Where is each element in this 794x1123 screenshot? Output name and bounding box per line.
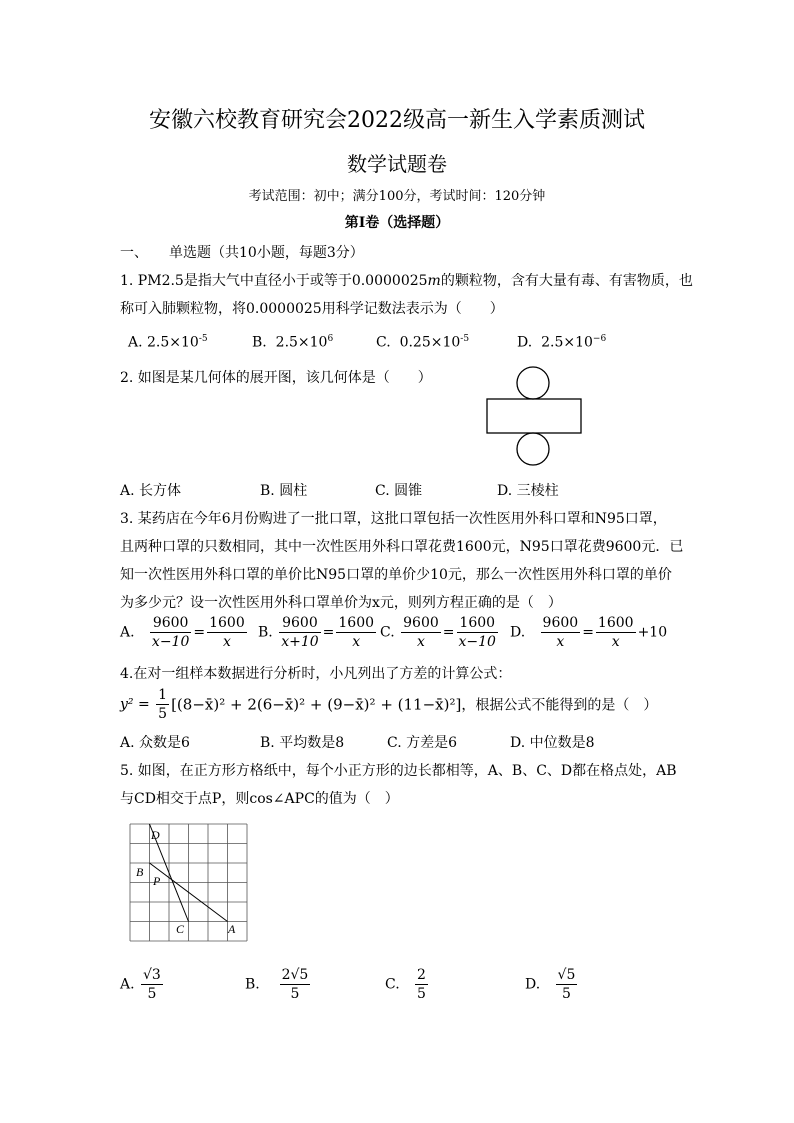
q2-option-d: D. 三棱柱 xyxy=(497,483,559,499)
q3-option-c: C. $\frac{9600}{x}$ = $\frac{1600}{x-10}$ xyxy=(380,615,496,650)
exam-info: 考试范围：初中；满分100分，考试时间：120分钟 xyxy=(248,189,546,204)
q5-option-b: B. $\frac{2√5}{5}$ xyxy=(245,967,309,1002)
q4-option-c: C. 方差是6 xyxy=(387,735,458,751)
q3-option-a: A. $\frac{9600}{x-10}$ = $\frac{1600}{x}$ xyxy=(120,615,245,650)
q3-line3: 知一次性医用外科口罩的单价比N95口罩的单价少10元，那么一次性医用外科口罩的单价 xyxy=(120,567,672,583)
volume-heading: 第Ⅰ卷（选择题） xyxy=(344,215,450,231)
q1-option-a: A. $2.5\times 10^{-5}$ xyxy=(128,334,208,351)
q5-option-d: D. $\frac{√5}{5}$ xyxy=(525,967,576,1002)
net-top-circle xyxy=(517,367,549,399)
q2-option-b: B. 圆柱 xyxy=(260,483,308,499)
q5-line2: 与CD相交于点P，则cos∠APC的值为（ ） xyxy=(120,791,399,807)
cylinder-net-figure xyxy=(480,363,590,473)
q4-formula: y² = $\frac{1}{5}$ [(8−x̄)² + 2(6−x̄)² + (9−x̄)² + (11−x̄)²]，根据公式不能得到的是（ ） xyxy=(120,687,658,722)
q1-option-d: D. $2.5\times 10^{-6}$ xyxy=(517,334,607,351)
q3-line2: 且两种口罩的只数相同，其中一次性医用外科口罩花费1600元，N95口罩花费9600元．已 xyxy=(120,539,684,555)
label-a: A xyxy=(228,922,236,936)
label-b: B xyxy=(136,865,144,879)
q3-line4: 为多少元？设一次性医用外科口罩单价为x元，则列方程正确的是（ ） xyxy=(120,595,562,611)
label-d: D xyxy=(151,828,160,842)
q4-option-d: D. 中位数是8 xyxy=(510,735,595,751)
exam-subtitle: 数学试题卷 xyxy=(347,152,447,176)
q1-line1: 1. PM2.5是指大气中直径小于或等于0.0000025m的颗粒物，含有大量有毒、有害物质，也 xyxy=(120,273,693,289)
q4-option-a: A. 众数是6 xyxy=(120,735,190,751)
q5-option-a: A. $\frac{√3}{5}$ xyxy=(120,967,161,1002)
q4-stem: 4.在对一组样本数据进行分析时，小凡列出了方差的计算公式： xyxy=(120,666,512,682)
q1-line2: 称可入肺颗粒物，将0.0000025用科学记数法表示为（ ） xyxy=(120,301,504,317)
q3-option-b: B. $\frac{9600}{x+10}$ = $\frac{1600}{x}$ xyxy=(258,615,375,650)
q1-option-c: C. $0.25\times 10^{-5}$ xyxy=(376,334,470,351)
q3-line1: 3. 某药店在今年6月份购进了一批口罩，这批口罩包括一次性医用外科口罩和N95口罩， xyxy=(120,511,667,527)
label-c: C xyxy=(176,922,185,936)
q2-stem: 2. 如图是某几何体的展开图，该几何体是（ ） xyxy=(120,370,432,386)
q1-option-b: B. $2.5\times 10^6$ xyxy=(252,334,334,351)
q2-option-c: C. 圆锥 xyxy=(375,483,423,499)
net-bottom-circle xyxy=(517,433,549,465)
q5-option-c: C. $\frac{2}{5}$ xyxy=(385,967,426,1002)
section-heading: 一、 单选题（共10小题，每题3分） xyxy=(120,245,364,261)
grid-figure xyxy=(126,820,250,946)
q3-option-d: D. $\frac{9600}{x}$ = $\frac{1600}{x}$ +10 xyxy=(510,615,668,650)
exam-title: 安徽六校教育研究会2022级高一新生入学素质测试 xyxy=(149,108,645,133)
q2-option-a: A. 长方体 xyxy=(120,483,182,499)
label-p: P xyxy=(153,874,161,888)
q5-line1: 5. 如图，在正方形方格纸中，每个小正方形的边长都相等，A、B、C、D都在格点处，AB xyxy=(120,763,677,779)
q4-option-b: B. 平均数是8 xyxy=(260,735,345,751)
net-rectangle xyxy=(487,399,581,433)
